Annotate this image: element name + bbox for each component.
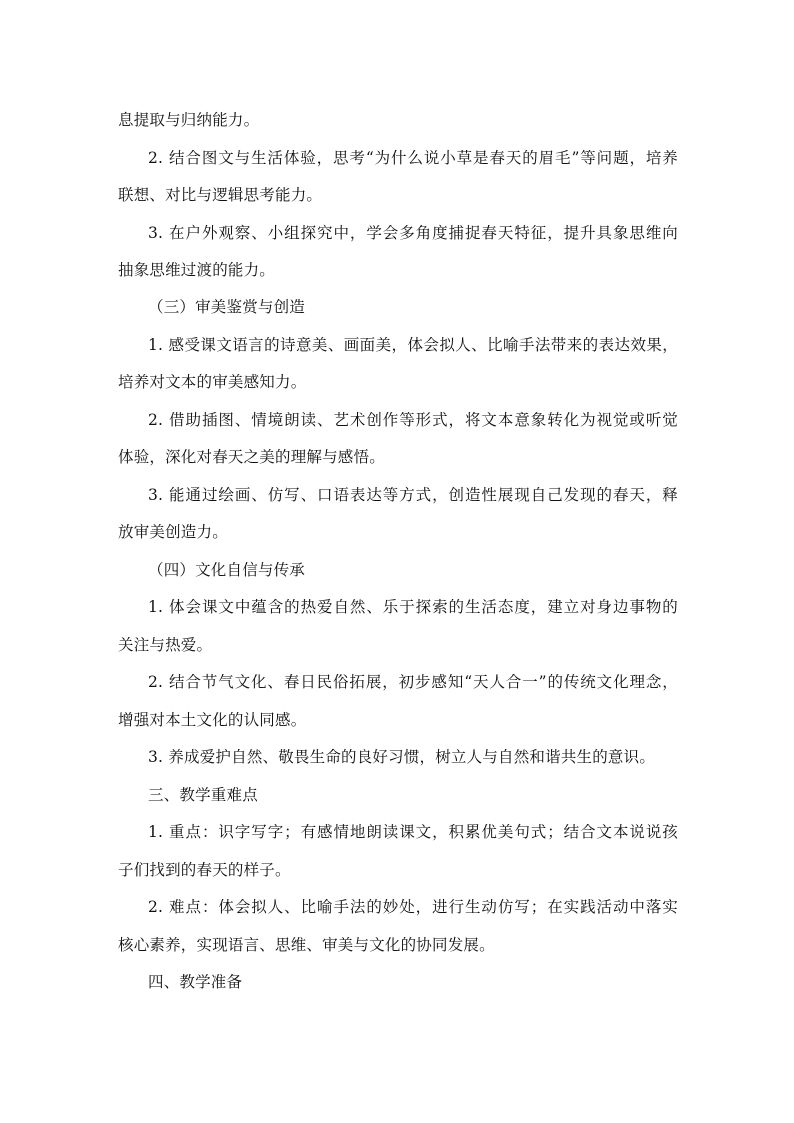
section-heading: （三）审美鉴赏与创造 — [148, 298, 306, 316]
text-line: 息提取与归纳能力。 — [118, 111, 260, 129]
text-line: 3. 在户外观察、小组探究中，学会多角度捕捉春天特征，提升具象思维向 — [148, 224, 678, 242]
text-line: 子们找到的春天的样子。 — [118, 861, 291, 879]
text-line: 增强对本土文化的认同感。 — [118, 711, 307, 729]
text-line: 联想、对比与逻辑思考能力。 — [118, 186, 323, 204]
text-line: 培养对文本的审美感知力。 — [118, 373, 307, 391]
text-line: 3. 能通过绘画、仿写、口语表达等方式，创造性展现自己发现的春天，释 — [148, 486, 678, 504]
text-line: 体验，深化对春天之美的理解与感悟。 — [118, 448, 385, 466]
text-line: 1. 重点：识字写字；有感情地朗读课文，积累优美句式；结合文本说说孩 — [148, 823, 678, 841]
text-line: 2. 结合图文与生活体验，思考“为什么说小草是春天的眉毛”等问题，培养 — [148, 149, 678, 167]
text-line: 2. 借助插图、情境朗读、艺术创作等形式，将文本意象转化为视觉或听觉 — [148, 411, 678, 429]
text-line: 2. 结合节气文化、春日民俗拓展，初步感知“天人合一”的传统文化理念， — [148, 673, 678, 691]
text-line: 2. 难点：体会拟人、比喻手法的妙处，进行生动仿写；在实践活动中落实 — [148, 898, 678, 916]
text-line: 核心素养，实现语言、思维、审美与文化的协同发展。 — [118, 936, 495, 954]
section-heading: （四）文化自信与传承 — [148, 561, 306, 579]
section-heading: 三、教学重难点 — [148, 786, 258, 804]
text-line: 1. 体会课文中蕴含的热爱自然、乐于探索的生活态度，建立对身边事物的 — [148, 598, 678, 616]
section-heading: 四、教学准备 — [148, 973, 243, 991]
text-line: 抽象思维过渡的能力。 — [118, 261, 276, 279]
text-line: 放审美创造力。 — [118, 523, 228, 541]
text-line: 1. 感受课文语言的诗意美、画面美，体会拟人、比喻手法带来的表达效果， — [148, 336, 678, 354]
text-line: 3. 养成爱护自然、敬畏生命的良好习惯，树立人与自然和谐共生的意识。 — [148, 748, 656, 766]
text-line: 关注与热爱。 — [118, 636, 213, 654]
